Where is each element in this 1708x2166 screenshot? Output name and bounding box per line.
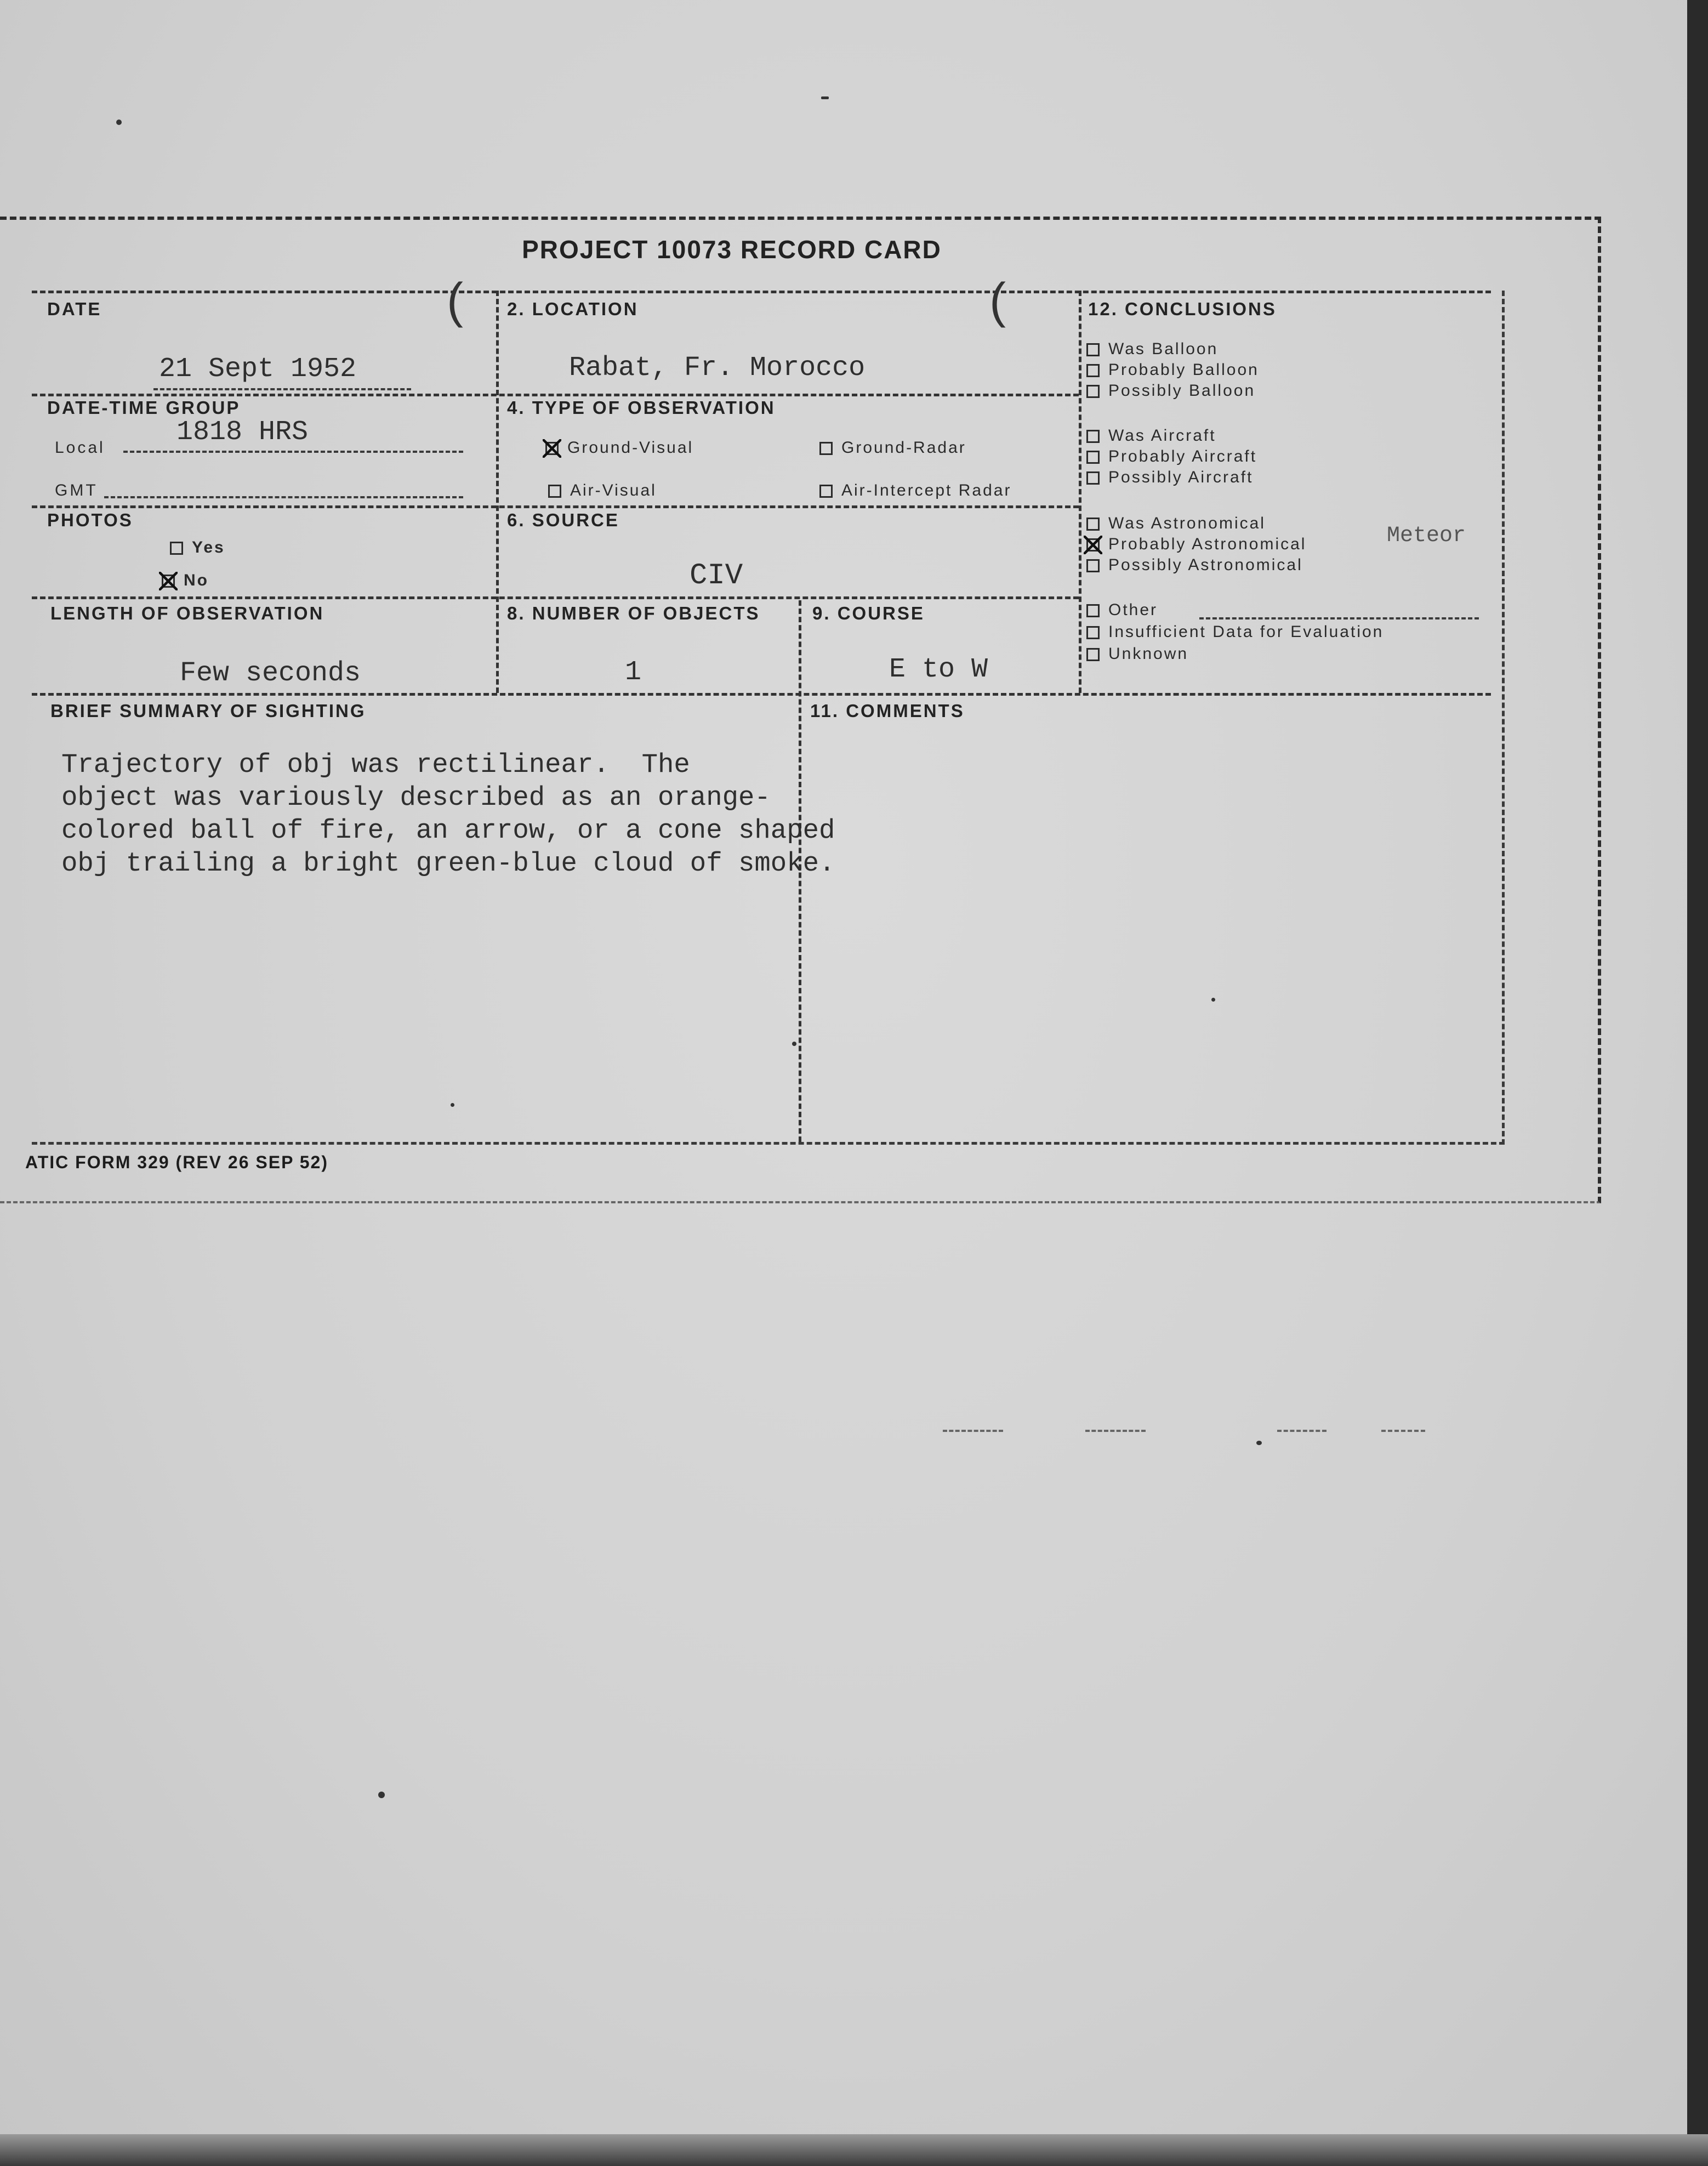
brief-summary-text: Trajectory of obj was rectilinear. The object was variously described as an orange- colored ball of fire, an arrow, or a cone shaped obj trailing a bright green-blue cloud of smoke. (61, 749, 835, 879)
scan-speck (451, 1103, 454, 1107)
comments-label: 11. COMMENTS (810, 701, 965, 721)
checkbox-unknown[interactable] (1086, 648, 1100, 661)
grid-line-col1 (496, 291, 499, 693)
scan-speck (1211, 998, 1215, 1002)
option-was-balloon[interactable]: Was Balloon (1086, 340, 1218, 359)
grid-line-row4 (32, 693, 1491, 696)
paren-decoration: ( (989, 274, 1006, 328)
scan-speck (378, 1792, 385, 1798)
photos-label: PHOTOS (47, 510, 133, 530)
number-of-objects-value: 1 (625, 657, 642, 688)
date-underline (153, 388, 411, 390)
option-possibly-aircraft[interactable]: Possibly Aircraft (1086, 468, 1253, 487)
scan-speck (116, 120, 122, 125)
local-label: Local (55, 439, 105, 457)
scan-mark (943, 1430, 1003, 1432)
option-photos-no[interactable]: No (162, 571, 209, 590)
scan-edge-bottom (0, 2134, 1708, 2166)
checkbox-was-balloon[interactable] (1086, 343, 1100, 356)
checkbox-probably-balloon[interactable] (1086, 364, 1100, 377)
option-possibly-balloon[interactable]: Possibly Balloon (1086, 382, 1255, 400)
source-value: CIV (690, 559, 743, 593)
date-time-group-label: DATE-TIME GROUP (47, 397, 241, 418)
checkbox-air-visual[interactable] (548, 485, 561, 498)
option-ground-visual[interactable]: Ground-Visual (545, 439, 693, 457)
checkbox-ground-radar[interactable] (819, 442, 833, 455)
scan-mark (1085, 1430, 1146, 1432)
scan-speck (1256, 1441, 1262, 1445)
gmt-underline (104, 496, 463, 498)
card-title: PROJECT 10073 RECORD CARD (522, 235, 942, 264)
option-air-intercept-radar[interactable]: Air-Intercept Radar (819, 481, 1011, 500)
checkbox-possibly-astronomical[interactable] (1086, 559, 1100, 572)
checkbox-possibly-balloon[interactable] (1086, 385, 1100, 398)
scan-mark (1381, 1430, 1425, 1432)
date-label: DATE (47, 299, 102, 319)
checkbox-other[interactable] (1086, 604, 1100, 617)
course-value: E to W (889, 654, 988, 685)
checkbox-air-intercept-radar[interactable] (819, 485, 833, 498)
scan-edge-right (1687, 0, 1708, 2166)
course-label: 9. COURSE (812, 603, 925, 623)
paren-decoration: ( (447, 274, 463, 328)
scan-speck (821, 96, 829, 99)
scan-speck (792, 1042, 796, 1046)
checkbox-ground-visual[interactable] (545, 442, 559, 455)
option-ground-radar[interactable]: Ground-Radar (819, 439, 966, 457)
checkbox-photos-yes[interactable] (170, 542, 183, 555)
grid-line-row3 (32, 596, 1079, 599)
local-underline (123, 451, 463, 453)
grid-line-top (32, 291, 1491, 293)
grid-line-row1 (32, 394, 1079, 396)
length-of-observation-value: Few seconds (180, 658, 361, 689)
option-photos-yes[interactable]: Yes (170, 538, 225, 557)
conclusions-label: 12. CONCLUSIONS (1088, 299, 1277, 319)
source-label: 6. SOURCE (507, 510, 619, 530)
option-unknown[interactable]: Unknown (1086, 645, 1188, 663)
checkbox-was-aircraft[interactable] (1086, 430, 1100, 443)
type-of-observation-label: 4. TYPE OF OBSERVATION (507, 397, 776, 418)
checkbox-photos-no[interactable] (162, 575, 175, 588)
location-label: 2. LOCATION (507, 299, 639, 319)
conclusion-annotation: Meteor (1387, 524, 1466, 548)
option-probably-astronomical[interactable]: Probably Astronomical (1086, 535, 1306, 554)
date-value: 21 Sept 1952 (159, 354, 357, 385)
option-probably-aircraft[interactable]: Probably Aircraft (1086, 447, 1257, 466)
scan-mark (1277, 1430, 1326, 1432)
gmt-label: GMT (55, 481, 98, 499)
checkbox-insufficient-data[interactable] (1086, 626, 1100, 639)
option-possibly-astronomical[interactable]: Possibly Astronomical (1086, 556, 1303, 575)
other-underline (1199, 617, 1479, 619)
option-was-aircraft[interactable]: Was Aircraft (1086, 427, 1216, 445)
grid-line-row2 (32, 505, 1079, 508)
option-insufficient-data[interactable]: Insufficient Data for Evaluation (1086, 623, 1384, 641)
option-was-astronomical[interactable]: Was Astronomical (1086, 514, 1266, 533)
form-number: ATIC FORM 329 (REV 26 SEP 52) (25, 1152, 328, 1172)
checkbox-probably-aircraft[interactable] (1086, 451, 1100, 464)
checkbox-possibly-aircraft[interactable] (1086, 471, 1100, 485)
checkbox-probably-astronomical[interactable] (1086, 538, 1100, 552)
location-value: Rabat, Fr. Morocco (569, 353, 866, 384)
length-of-observation-label: LENGTH OF OBSERVATION (50, 603, 324, 623)
grid-line-col2 (1079, 291, 1081, 693)
option-air-visual[interactable]: Air-Visual (548, 481, 657, 500)
brief-summary-label: BRIEF SUMMARY OF SIGHTING (50, 701, 366, 721)
checkbox-was-astronomical[interactable] (1086, 518, 1100, 531)
local-time-value: 1818 HRS (177, 417, 309, 448)
option-other[interactable]: Other (1086, 601, 1158, 619)
number-of-objects-label: 8. NUMBER OF OBJECTS (507, 603, 760, 623)
option-probably-balloon[interactable]: Probably Balloon (1086, 361, 1259, 379)
